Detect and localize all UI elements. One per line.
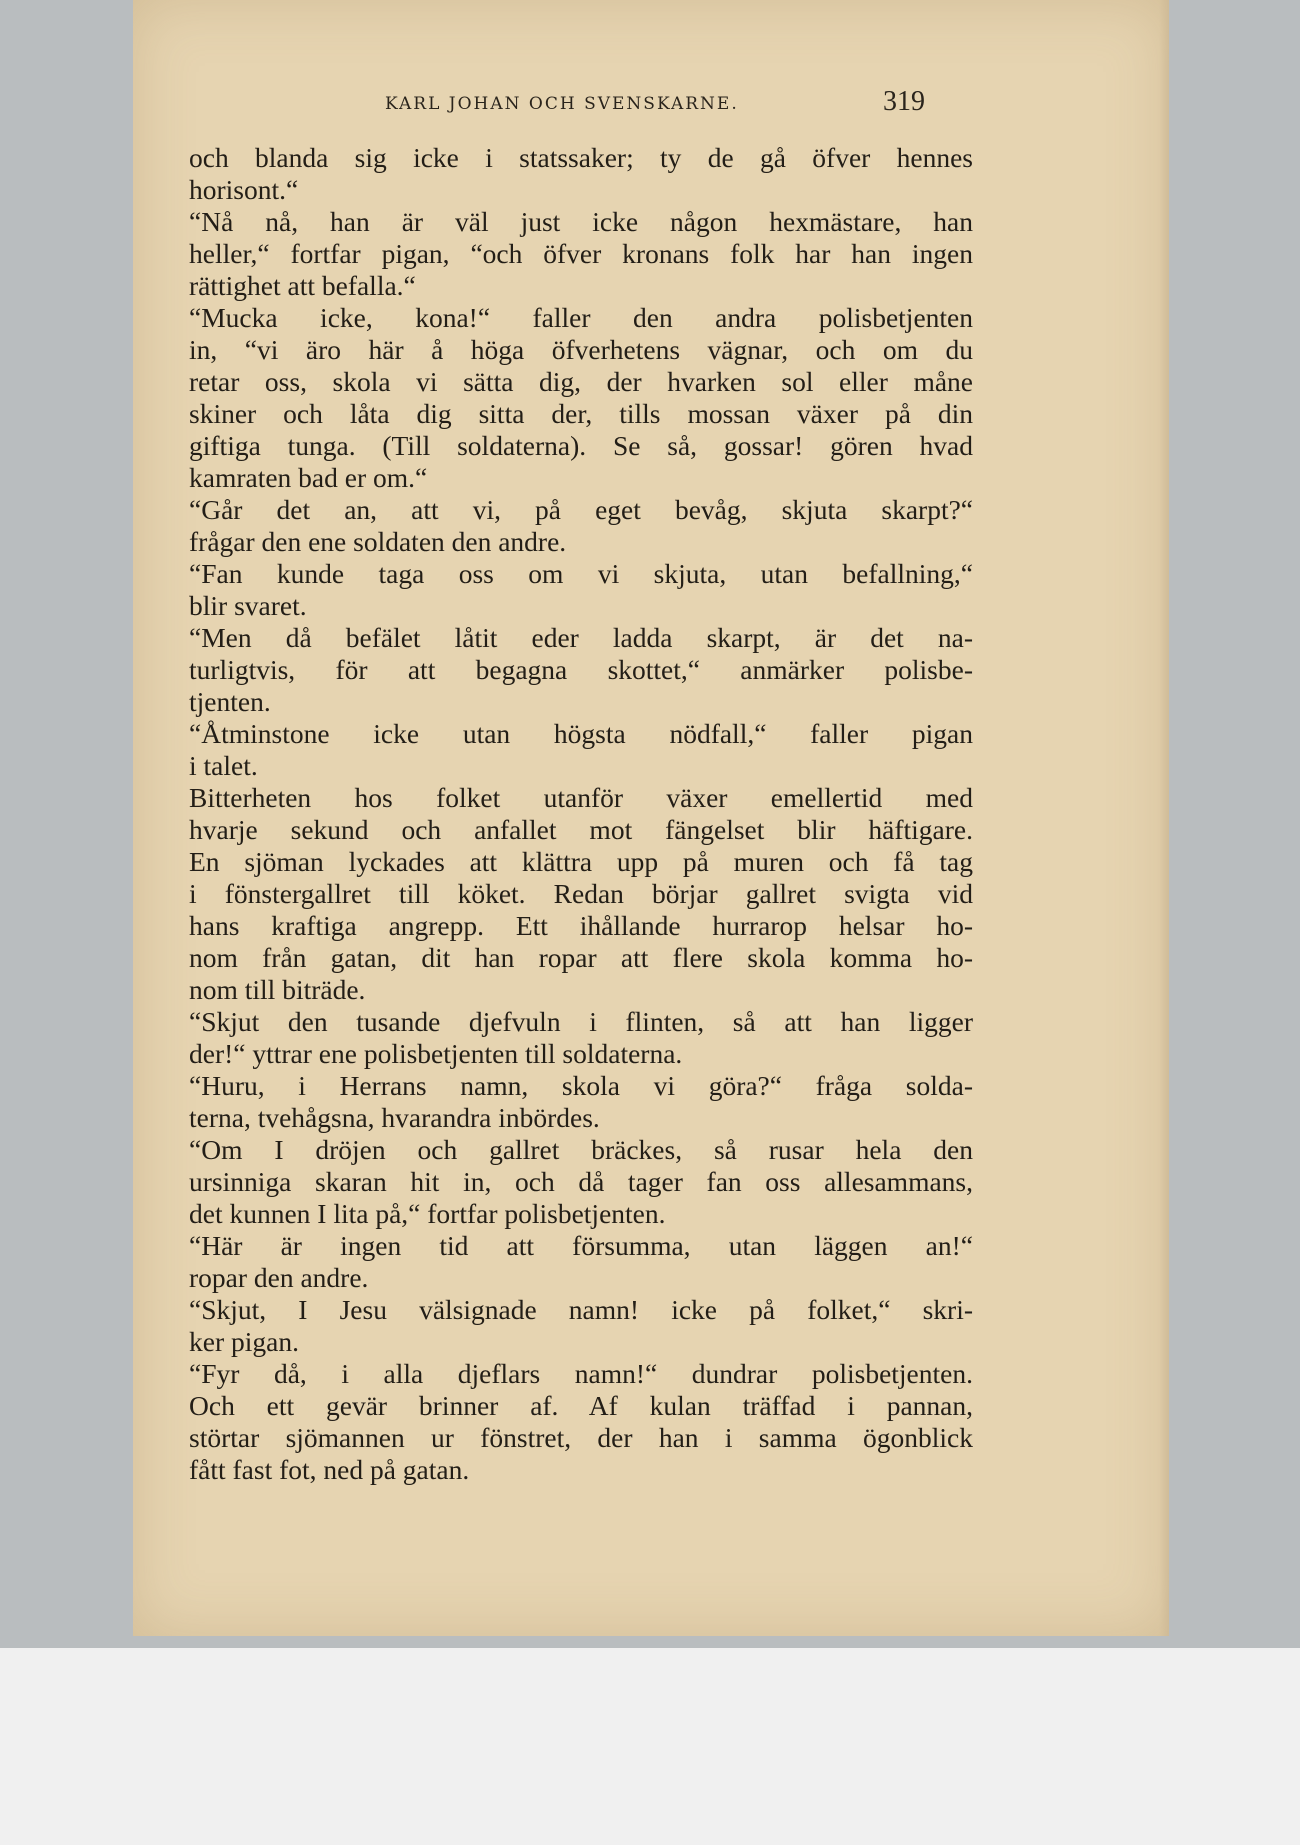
running-header xyxy=(133,86,953,122)
text-line: ker pigan. xyxy=(189,1326,299,1357)
text-line: nom till biträde. xyxy=(189,974,366,1005)
text-line: der!“ yttrar ene polisbetjenten till soldaterna. xyxy=(189,1038,683,1069)
text-line: nom från gatan, dit han ropar att flere skola komma ho- xyxy=(189,942,973,973)
text-line: det kunnen I lita på,“ fortfar polisbetjenten. xyxy=(189,1198,666,1229)
text-line: “Fyr då, i alla djeflars namn!“ dundrar polisbetjenten. xyxy=(189,1358,973,1389)
text-line: blir svaret. xyxy=(189,590,307,621)
text-line: hvarje sekund och anfallet mot fängelset blir häftigare. xyxy=(189,814,973,845)
text-line: i talet. xyxy=(189,750,258,781)
text-line: En sjöman lyckades att klättra upp på muren och få tag xyxy=(189,846,973,877)
text-line: “Skjut den tusande djefvuln i flinten, så att han ligger xyxy=(189,1006,973,1037)
text-line: “Om I dröjen och gallret bräckes, så rusar hela den xyxy=(189,1134,973,1165)
text-line: ursinniga skaran hit in, och då tager fan oss allesammans, xyxy=(189,1166,973,1197)
text-line: skiner och låta dig sitta der, tills mossan växer på din xyxy=(189,398,973,429)
text-line: “Men då befälet låtit eder ladda skarpt, är det na- xyxy=(189,622,973,653)
body-text xyxy=(189,142,973,1486)
page-edge-shading xyxy=(1159,0,1169,1636)
text-line: Och ett gevär brinner af. Af kulan träffad i pannan, xyxy=(189,1390,973,1421)
text-line: “Huru, i Herrans namn, skola vi göra?“ fråga solda- xyxy=(189,1070,973,1101)
text-line: “Går det an, att vi, på eget bevåg, skjuta skarpt?“ xyxy=(189,494,973,525)
text-line: “Här är ingen tid att försumma, utan läggen an!“ xyxy=(189,1230,973,1261)
text-line: Bitterheten hos folket utanför växer emellertid med xyxy=(189,782,973,813)
text-line: frågar den ene soldaten den andre. xyxy=(189,526,567,557)
text-line: ropar den andre. xyxy=(189,1262,369,1293)
text-line: rättighet att befalla.“ xyxy=(189,270,416,301)
running-title: KARL JOHAN OCH SVENSKARNE. xyxy=(385,94,739,114)
text-line: “Mucka icke, kona!“ faller den andra polisbetjenten xyxy=(189,302,973,333)
text-line: fått fast fot, ned på gatan. xyxy=(189,1454,470,1485)
text-line: tjenten. xyxy=(189,686,271,717)
text-line: i fönstergallret till köket. Redan börjar gallret svigta vid xyxy=(189,878,973,909)
text-line: giftiga tunga. (Till soldaterna). Se så, gossar! gören hvad xyxy=(189,430,973,461)
text-line: heller,“ fortfar pigan, “och öfver kronans folk har han ingen xyxy=(189,238,973,269)
text-line: störtar sjömannen ur fönstret, der han i samma ögonblick xyxy=(189,1422,973,1453)
text-line: “Skjut, I Jesu välsignade namn! icke på folket,“ skri- xyxy=(189,1294,973,1325)
text-line: “Fan kunde taga oss om vi skjuta, utan befallning,“ xyxy=(189,558,973,589)
page-number: 319 xyxy=(883,86,925,117)
text-line: kamraten bad er om.“ xyxy=(189,462,428,493)
text-line: horisont.“ xyxy=(189,174,299,205)
text-line: och blanda sig icke i statssaker; ty de gå öfver hennes xyxy=(189,142,973,173)
text-line: retar oss, skola vi sätta dig, der hvarken sol eller måne xyxy=(189,366,973,397)
text-line: “Nå nå, han är väl just icke någon hexmästare, han xyxy=(189,206,973,237)
text-line: hans kraftiga angrepp. Ett ihållande hurrarop helsar ho- xyxy=(189,910,973,941)
book-page xyxy=(133,0,1169,1636)
text-line: turligtvis, för att begagna skottet,“ anmärker polisbe- xyxy=(189,654,973,685)
text-line: “Åtminstone icke utan högsta nödfall,“ faller pigan xyxy=(189,718,973,749)
text-line: terna, tvehågsna, hvarandra inbördes. xyxy=(189,1102,600,1133)
text-line: in, “vi äro här å höga öfverhetens vägnar, och om du xyxy=(189,334,973,365)
